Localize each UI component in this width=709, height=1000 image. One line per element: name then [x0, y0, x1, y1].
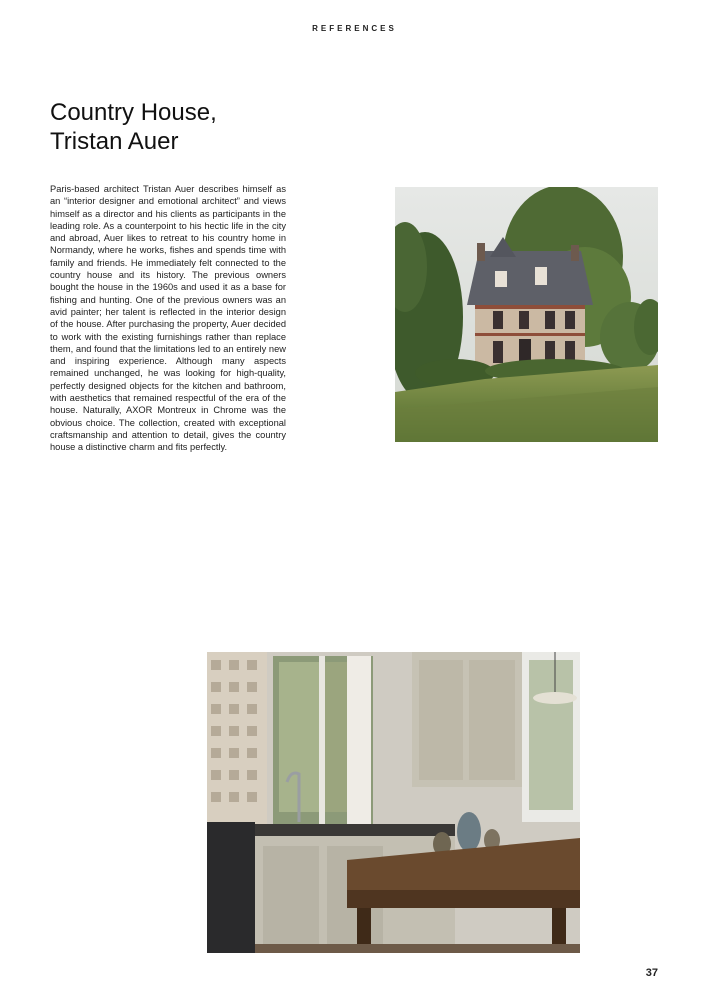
article-body: Paris-based architect Tristan Auer describes himself as an “interior designer and emotional architect” and views himself as a director and his clients as participants in the leading role. As a counterpoint to his hectic life in the city and abroad, Auer likes to retreat to his country home in Normandy, where he works, fishes and spends time with family and friends. He immediately felt connected to the country house and its history. The previous owners bought the house in the 1960s and used it as a base for fishing and hunting. One of the previous owners was an avid painter; her talent is reflected in the interior design of the house. After purchasing the property, Auer decided to work with the existing furnishings rather than replace them, and found that the limitations led to an entirely new and inspiring experience. Although many aspects remained unchanged, he was looking for high-quality, perfectly designed objects for the kitchen and bathroom, with aesthetics that remained respectful of the era of the house. Naturally, AXOR Montreux in Chrome was the obvious choice. The collection, created with exceptional craftsmanship and attention to detail, gives the country house a distinctive charm and fits perfectly.	[50, 184, 286, 453]
page-number: 37	[645, 967, 658, 979]
country-house-photo	[395, 187, 658, 442]
title-line-1: Country House,	[50, 99, 217, 126]
article-title	[50, 98, 217, 156]
kitchen-photo	[207, 652, 580, 953]
title-line-2: Tristan Auer	[50, 128, 179, 155]
section-label: REFERENCES	[312, 24, 397, 33]
